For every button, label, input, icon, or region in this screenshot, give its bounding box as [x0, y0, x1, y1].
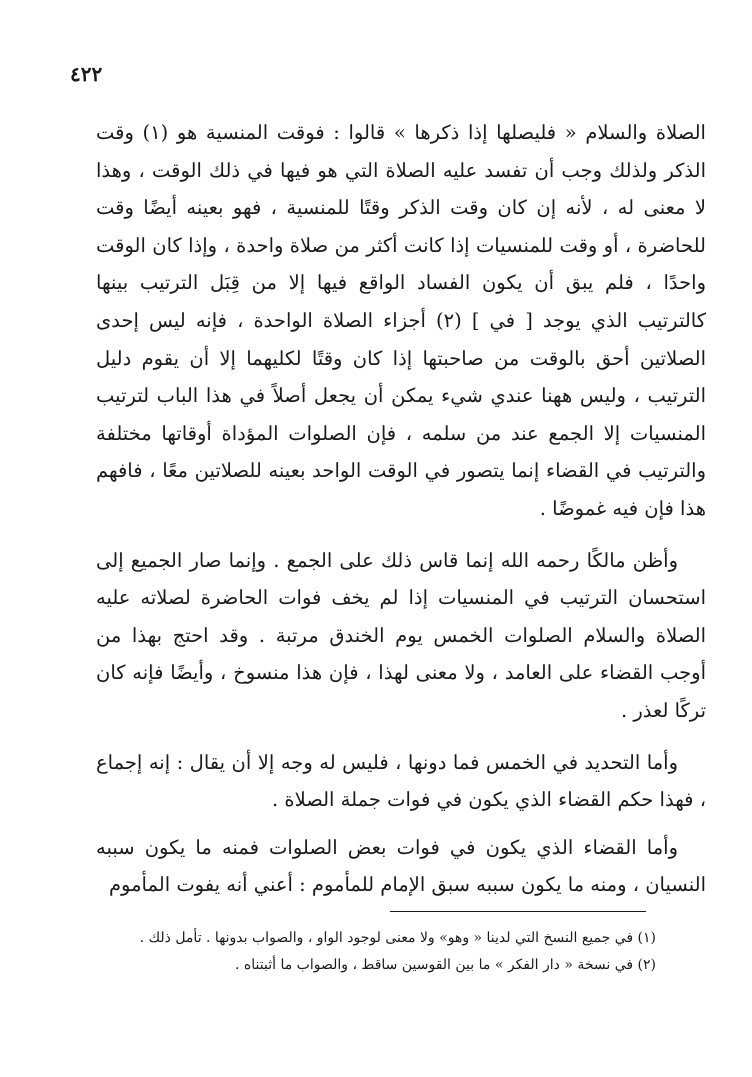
paragraph-2: وأظن مالكًا رحمه الله إنما قاس ذلك على الجمع . وإنما صار الجميع إلى استحسان الترتيب في المنسيات إذا لم يخف فوات الحاضرة لصلاته عليه الصلاة والسلام الصلوات الخمس يوم الخندق مرتبة . وقد احتج بهذا من أوجب القضاء على العامد ، ولا معنى لهذا ، فإن هذا منسوخ ، وأيضًا فإنه كان تركًا لعذر . [96, 548, 706, 722]
footnote-2: (٢) في نسخة « دار الفكر » ما بين القوسين ساقط ، والصواب ما أثبتناه . [235, 957, 656, 973]
main-text [96, 114, 706, 904]
paragraph-1: الصلاة والسلام « فليصلها إذا ذكرها » قالوا : فوقت المنسية هو (١) وقت الذكر ولذلك وجب أن تفسد عليه الصلاة التي هو فيها في ذلك الوقت ، وهذا لا معنى له ، لأنه إن كان وقت الذكر وقتًا للمنسية ، فهو بعينه أيضًا وقت للحاضرة ، أو وقت للمنسيات إذا كانت أكثر من صلاة واحدة ، وإذا كان الوقت واحدًا ، فلم يبق أن يكون الفساد الواقع فيها إلا من قِبَل الترتيب بينها كالترتيب الذي يوجد [ في ] (٢) أجزاء الصلاة الواحدة ، فإنه ليس إحدى الصلاتين أحق بالوقت من صاحبتها إذا كان وقتًا لكليهما إلا أن يقوم دليل الترتيب ، وليس ههنا عندي شيء يمكن أن يجعل أصلاً في هذا الباب لترتيب المنسيات إلا الجمع عند من سلمه ، فإن الصلوات المؤداة أوقاتها مختلفة والترتيب في القضاء إنما يتصور في الوقت الواحد بعينه للصلاتين معًا ، فافهم هذا فإن فيه غموضًا . [96, 121, 706, 520]
footnotes [96, 925, 656, 979]
paragraph-4: وأما القضاء الذي يكون في فوات بعض الصلوات فمنه ما يكون سببه النسيان ، ومنه ما يكون سببه سبق الإمام للمأموم : أعني أنه يفوت المأموم [96, 835, 706, 897]
paragraph-3: وأما التحديد في الخمس فما دونها ، فليس له وجه إلا أن يقال : إنه إجماع ، فهذا حكم القضاء الذي يكون في فوات جملة الصلاة . [96, 750, 706, 812]
footnote-divider [390, 911, 646, 912]
footnote-1: (١) في جميع النسخ التي لدينا « وهو» ولا معنى لوجود الواو ، والصواب بدونها . تأمل ذلك . [139, 930, 656, 946]
page-number: ٤٢٢ [70, 62, 103, 86]
